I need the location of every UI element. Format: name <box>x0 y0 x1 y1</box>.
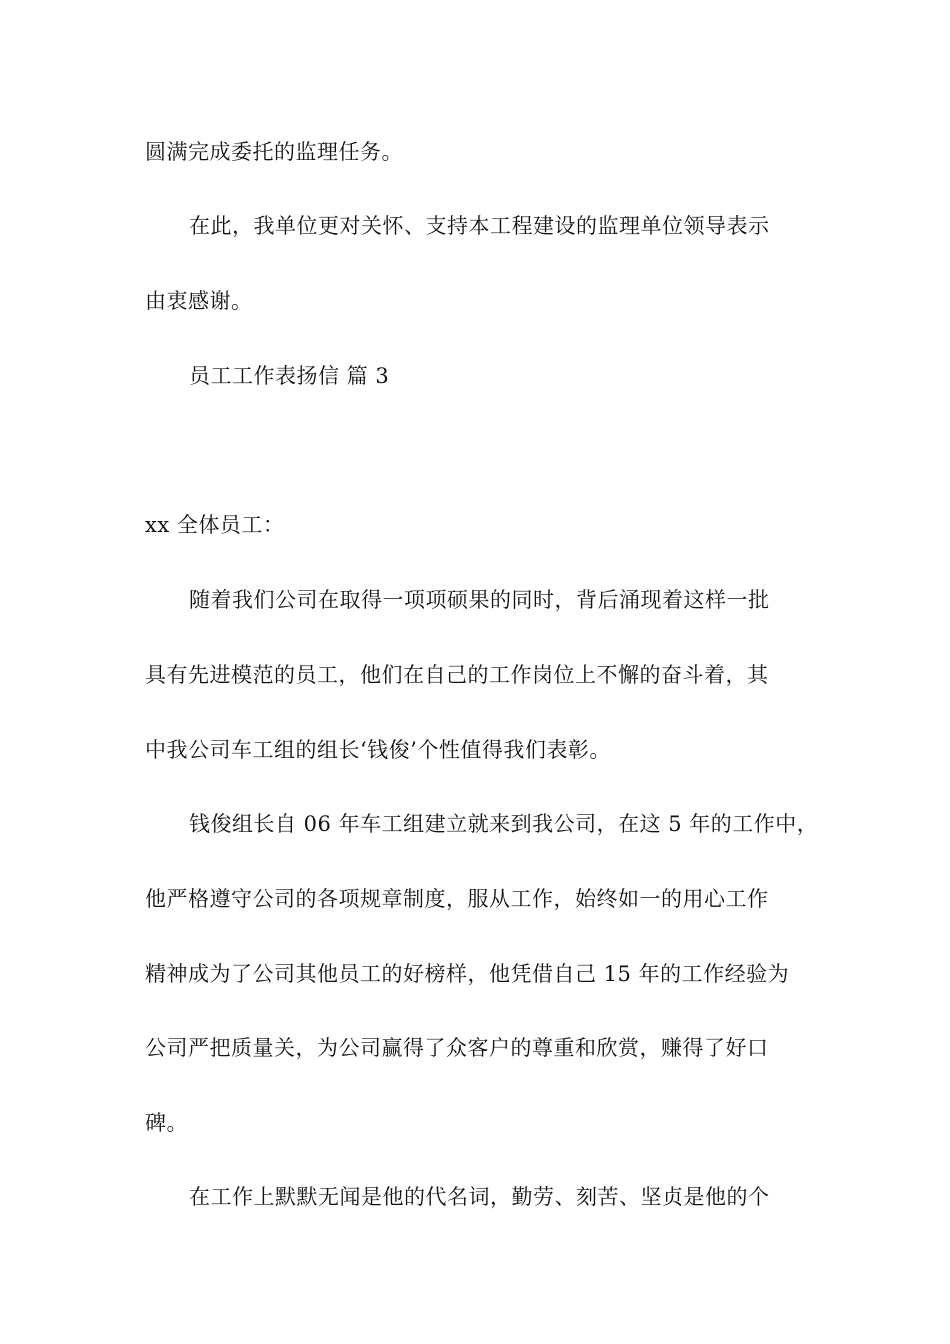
text-line-14: 在工作上默默无闻是他的代名词，勤劳、刻苦、坚贞是他的个 <box>189 1185 770 1209</box>
text-line-7: 具有先进模范的员工，他们在自己的工作岗位上不懈的奋斗着，其 <box>145 663 769 687</box>
text-line-12: 公司严把质量关，为公司赢得了众客户的尊重和欣赏，赚得了好口 <box>145 1036 769 1060</box>
text-line-13: 碑。 <box>145 1111 188 1135</box>
text-line-2: 在此，我单位更对关怀、支持本工程建设的监理单位领导表示 <box>189 214 770 238</box>
text-line-3: 由衷感谢。 <box>145 289 253 313</box>
text-line-8: 中我公司车工组的组长‘钱俊’个性值得我们表彰。 <box>145 738 611 762</box>
text-line-11: 精神成为了公司其他员工的好榜样，他凭借自己 15 年的工作经验为 <box>145 962 790 986</box>
salutation: xx 全体员工： <box>145 513 285 537</box>
text-line-6: 随着我们公司在取得一项项硕果的同时，背后涌现着这样一批 <box>189 588 770 612</box>
text-line-9: 钱俊组长自 06 年车工组建立就来到我公司，在这 5 年的工作中， <box>189 812 819 836</box>
text-line-1: 圆满完成委托的监理任务。 <box>145 140 403 164</box>
section-heading: 员工工作表扬信 篇 3 <box>189 364 390 388</box>
text-line-10: 他严格遵守公司的各项规章制度，服从工作，始终如一的用心工作 <box>145 887 769 911</box>
